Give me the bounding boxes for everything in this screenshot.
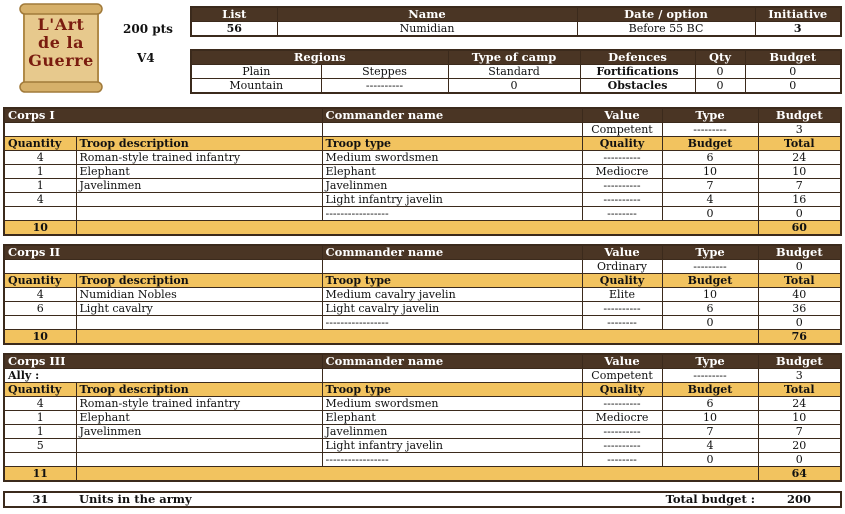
troop-qty: 1	[4, 425, 76, 439]
troop-total: 10	[758, 411, 841, 425]
troop-row	[4, 302, 841, 316]
troop-desc: Javelinmen	[76, 425, 322, 439]
troop-desc: Javelinmen	[76, 179, 322, 193]
troop-total: 36	[758, 302, 841, 316]
region-cell: Plain	[191, 65, 321, 79]
defences-header: Defences	[580, 50, 695, 65]
troop-row	[4, 316, 841, 330]
camp-header: Type of camp	[448, 50, 580, 65]
troop-total: 40	[758, 288, 841, 302]
corps-name: Corps I	[4, 108, 322, 123]
troop-budget: 6	[662, 151, 758, 165]
commander-header: Commander name	[322, 354, 582, 369]
troop-type: Javelinmen	[322, 425, 582, 439]
corps-total-qty: 10	[4, 221, 76, 236]
troop-quality: ----------	[582, 193, 662, 207]
troop-budget: 7	[662, 425, 758, 439]
troop-budget: 0	[662, 453, 758, 467]
troop-row	[4, 165, 841, 179]
quantity-header: Quantity	[4, 274, 76, 288]
troop-total: 7	[758, 179, 841, 193]
troop-qty: 5	[4, 439, 76, 453]
troop-budget: 0	[662, 316, 758, 330]
troop-quality: --------	[582, 207, 662, 221]
units-label: Units in the army	[79, 492, 192, 506]
troop-type: Javelinmen	[322, 179, 582, 193]
date-col-header: Date / option	[577, 7, 755, 22]
troop-qty	[4, 316, 76, 330]
commander-name	[322, 369, 582, 383]
troop-quality: --------	[582, 453, 662, 467]
troop-total: 0	[758, 316, 841, 330]
troop-type-header: Troop type	[322, 274, 582, 288]
total-header: Total	[758, 137, 841, 151]
regions-header: Regions	[191, 50, 448, 65]
troop-quality: ----------	[582, 439, 662, 453]
list-number: 56	[191, 22, 277, 37]
corps-name: Corps III	[4, 354, 322, 369]
troop-type-header: Troop type	[322, 137, 582, 151]
region-cell: ----------	[321, 79, 448, 94]
commander-type: ---------	[662, 123, 758, 137]
list-header-table	[190, 6, 842, 37]
quality-header: Quality	[582, 137, 662, 151]
troop-type: Medium swordsmen	[322, 151, 582, 165]
corps-name: Corps II	[4, 245, 322, 260]
troop-type: -----------------	[322, 453, 582, 467]
troop-qty: 4	[4, 151, 76, 165]
total-budget-label: Total budget :	[665, 492, 755, 506]
commander-header: Commander name	[322, 108, 582, 123]
corps-total-budget: 76	[758, 330, 841, 345]
troop-total: 0	[758, 453, 841, 467]
troop-budget: 6	[662, 397, 758, 411]
type-header: Type	[662, 354, 758, 369]
troop-row	[4, 151, 841, 165]
quality-header: Quality	[582, 274, 662, 288]
troop-budget: 10	[662, 411, 758, 425]
regions-table	[190, 49, 842, 94]
troop-qty: 4	[4, 193, 76, 207]
troop-desc: Elephant	[76, 165, 322, 179]
troop-quality: --------	[582, 316, 662, 330]
troop-budget: 0	[662, 207, 758, 221]
budget-header: Budget	[758, 354, 841, 369]
region-cell: Mountain	[191, 79, 321, 94]
list-col-header: List	[191, 7, 277, 22]
troop-quality: ----------	[582, 397, 662, 411]
troop-desc: Elephant	[76, 411, 322, 425]
troop-row	[4, 425, 841, 439]
date-option: Before 55 BC	[577, 22, 755, 37]
value-header: Value	[582, 354, 662, 369]
name-col-header: Name	[277, 7, 577, 22]
total-budget-value: 200	[786, 492, 811, 506]
troop-budget: 10	[662, 165, 758, 179]
budget-header: Budget	[662, 383, 758, 397]
corps-total-qty: 10	[4, 330, 76, 345]
troop-type: Light cavalry javelin	[322, 302, 582, 316]
troop-desc: Numidian Nobles	[76, 288, 322, 302]
troop-desc: Light cavalry	[76, 302, 322, 316]
type-header: Type	[662, 245, 758, 260]
troop-budget: 4	[662, 439, 758, 453]
ally-label: Ally :	[4, 369, 322, 383]
troop-budget: 6	[662, 302, 758, 316]
troop-type: -----------------	[322, 207, 582, 221]
troop-desc-header: Troop description	[76, 383, 322, 397]
qty-header: Qty	[695, 50, 745, 65]
points-label: 200 pts	[123, 22, 173, 36]
commander-budget: 3	[758, 369, 841, 383]
logo-line: L'Art	[37, 15, 85, 34]
value-header: Value	[582, 245, 662, 260]
corps-total-qty: 11	[4, 467, 76, 482]
troop-row	[4, 288, 841, 302]
quality-header: Quality	[582, 383, 662, 397]
troop-qty: 1	[4, 411, 76, 425]
defence-qty: 0	[695, 79, 745, 94]
troop-quality: Mediocre	[582, 411, 662, 425]
quantity-header: Quantity	[4, 137, 76, 151]
corps-table	[3, 244, 842, 345]
logo	[18, 2, 104, 94]
commander-value: Competent	[582, 369, 662, 383]
troop-quality: ----------	[582, 302, 662, 316]
value-header: Value	[582, 108, 662, 123]
camp-budget: 0	[448, 79, 580, 94]
troop-desc-header: Troop description	[76, 137, 322, 151]
ally-label	[4, 260, 322, 274]
troop-desc	[76, 439, 322, 453]
commander-name	[322, 123, 582, 137]
troop-type: Elephant	[322, 165, 582, 179]
commander-budget: 3	[758, 123, 841, 137]
troop-budget: 4	[662, 193, 758, 207]
troop-qty: 4	[4, 397, 76, 411]
troop-type: Medium cavalry javelin	[322, 288, 582, 302]
troop-total: 20	[758, 439, 841, 453]
troop-row	[4, 439, 841, 453]
corps-table	[3, 107, 842, 236]
budget-header: Budget	[758, 108, 841, 123]
units-count: 31	[32, 492, 49, 506]
troop-total: 0	[758, 207, 841, 221]
commander-value: Competent	[582, 123, 662, 137]
ally-label	[4, 123, 322, 137]
troop-type-header: Troop type	[322, 383, 582, 397]
troop-row	[4, 411, 841, 425]
troop-total: 10	[758, 165, 841, 179]
logo-line: de la	[38, 33, 84, 52]
corps-table	[3, 353, 842, 482]
commander-type: ---------	[662, 260, 758, 274]
budget-header: Budget	[758, 245, 841, 260]
troop-budget: 10	[662, 288, 758, 302]
troop-qty	[4, 207, 76, 221]
troop-desc	[76, 193, 322, 207]
troop-desc	[76, 316, 322, 330]
commander-type: ---------	[662, 369, 758, 383]
troop-desc-header: Troop description	[76, 274, 322, 288]
army-summary	[3, 491, 842, 508]
troop-desc: Roman-style trained infantry	[76, 397, 322, 411]
total-header: Total	[758, 274, 841, 288]
troop-row	[4, 207, 841, 221]
troop-total: 24	[758, 151, 841, 165]
defence-budget: 0	[745, 65, 841, 79]
troop-budget: 7	[662, 179, 758, 193]
troop-qty: 4	[4, 288, 76, 302]
troop-row	[4, 179, 841, 193]
troop-qty: 1	[4, 179, 76, 193]
troop-desc	[76, 453, 322, 467]
troop-desc: Roman-style trained infantry	[76, 151, 322, 165]
troop-type: Medium swordsmen	[322, 397, 582, 411]
defence-label: Obstacles	[580, 79, 695, 94]
troop-total: 16	[758, 193, 841, 207]
region-cell: Steppes	[321, 65, 448, 79]
troop-row	[4, 453, 841, 467]
budget-header: Budget	[745, 50, 841, 65]
troop-type: Elephant	[322, 411, 582, 425]
budget-header: Budget	[662, 137, 758, 151]
troop-type: -----------------	[322, 316, 582, 330]
troop-quality: Elite	[582, 288, 662, 302]
total-header: Total	[758, 383, 841, 397]
initiative-value: 3	[755, 22, 841, 37]
commander-budget: 0	[758, 260, 841, 274]
camp-type: Standard	[448, 65, 580, 79]
quantity-header: Quantity	[4, 383, 76, 397]
troop-qty: 1	[4, 165, 76, 179]
troop-qty	[4, 453, 76, 467]
troop-type: Light infantry javelin	[322, 439, 582, 453]
corps-total-budget: 64	[758, 467, 841, 482]
defence-label: Fortifications	[580, 65, 695, 79]
defence-budget: 0	[745, 79, 841, 94]
defence-qty: 0	[695, 65, 745, 79]
version-label: V4	[137, 51, 155, 65]
commander-header: Commander name	[322, 245, 582, 260]
troop-quality: Mediocre	[582, 165, 662, 179]
troop-row	[4, 397, 841, 411]
type-header: Type	[662, 108, 758, 123]
troop-total: 7	[758, 425, 841, 439]
troop-qty: 6	[4, 302, 76, 316]
troop-quality: ----------	[582, 425, 662, 439]
initiative-col-header: Initiative	[755, 7, 841, 22]
budget-header: Budget	[662, 274, 758, 288]
troop-desc	[76, 207, 322, 221]
logo-wordmark	[18, 16, 104, 70]
troop-row	[4, 193, 841, 207]
army-name: Numidian	[277, 22, 577, 37]
commander-value: Ordinary	[582, 260, 662, 274]
troop-quality: ----------	[582, 179, 662, 193]
corps-total-budget: 60	[758, 221, 841, 236]
troop-total: 24	[758, 397, 841, 411]
logo-line: Guerre	[28, 51, 94, 70]
troop-type: Light infantry javelin	[322, 193, 582, 207]
troop-quality: ----------	[582, 151, 662, 165]
commander-name	[322, 260, 582, 274]
